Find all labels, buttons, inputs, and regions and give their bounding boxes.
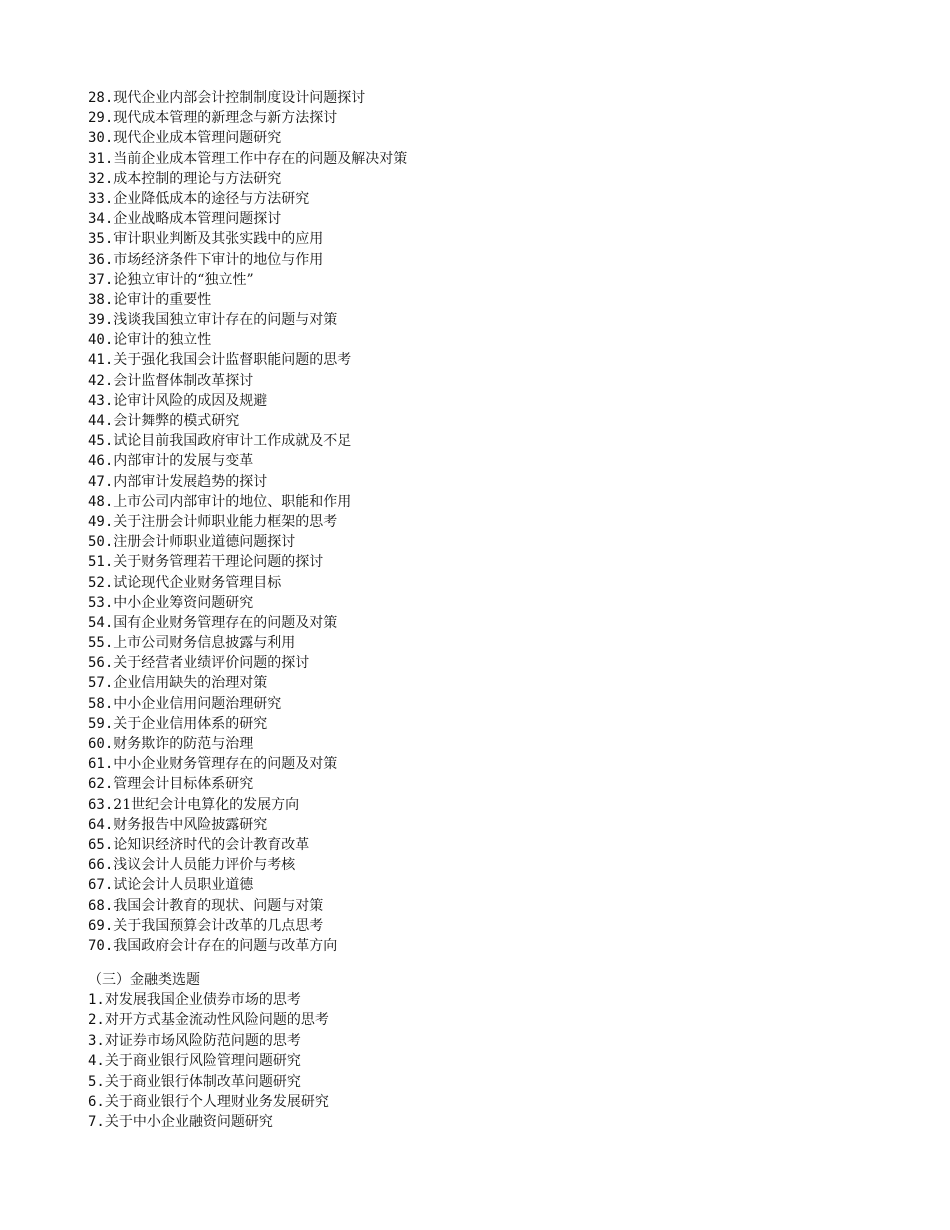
list-item [88, 633, 908, 653]
list-item [88, 673, 908, 693]
item-text: 关于企业信用体系的研究 [113, 715, 268, 732]
item-number: 62. [88, 776, 114, 793]
item-text: 论知识经济时代的会计教育改革 [113, 836, 310, 853]
item-number: 3. [88, 1032, 105, 1049]
list-item [88, 189, 908, 209]
item-number: 47. [88, 473, 114, 490]
list-item [88, 1010, 908, 1030]
list-item [88, 1051, 908, 1071]
item-number: 58. [88, 695, 114, 712]
list-item [88, 1112, 908, 1132]
item-text: 上市公司内部审计的地位、职能和作用 [113, 493, 352, 510]
list-item [88, 875, 908, 895]
item-number: 29. [88, 110, 114, 127]
list-item [88, 1092, 908, 1112]
topic-list-accounting [88, 88, 908, 956]
item-text: 关于商业银行风险管理问题研究 [104, 1053, 301, 1070]
item-text: 中小企业筹资问题研究 [113, 594, 254, 611]
item-number: 44. [88, 413, 114, 429]
item-number: 50. [88, 534, 114, 551]
item-text: 国有企业财务管理存在的问题及对策 [113, 614, 338, 631]
item-text: 论独立审计的“独立性” [113, 271, 254, 288]
item-text: 我国政府会计存在的问题与改革方向 [113, 937, 338, 954]
item-number: 63. [88, 796, 114, 813]
list-item [88, 936, 908, 956]
list-item [88, 653, 908, 673]
item-text: 试论会计人员职业道德 [113, 877, 254, 894]
item-number: 38. [88, 291, 114, 308]
list-item [88, 795, 908, 815]
item-number: 41. [88, 352, 114, 369]
list-item [88, 573, 908, 593]
item-number: 32. [88, 170, 114, 187]
item-text: 21世纪会计电算化的发展方向 [113, 796, 300, 813]
item-number: 56. [88, 655, 114, 672]
item-text: 内部审计发展趋势的探讨 [113, 473, 268, 490]
item-text: 试论目前我国政府审计工作成就及不足 [113, 433, 352, 450]
item-number: 57. [88, 675, 114, 692]
item-text: 现代企业内部会计控制制度设计问题探讨 [113, 90, 366, 106]
list-item [88, 613, 908, 633]
list-item [88, 209, 908, 229]
item-text: 企业信用缺失的治理对策 [113, 675, 268, 692]
list-item [88, 714, 908, 734]
item-text: 对证券市场风险防范问题的思考 [104, 1032, 301, 1049]
item-number: 64. [88, 816, 114, 833]
list-item [88, 472, 908, 492]
item-text: 财务报告中风险披露研究 [113, 816, 268, 833]
item-text: 浅议会计人员能力评价与考核 [113, 857, 296, 874]
list-item [88, 88, 908, 108]
item-number: 34. [88, 211, 114, 228]
list-item [88, 774, 908, 794]
list-item [88, 290, 908, 310]
item-text: 企业降低成本的途径与方法研究 [113, 190, 310, 207]
item-number: 30. [88, 130, 114, 147]
list-item [88, 754, 908, 774]
item-text: 会计监督体制改革探讨 [113, 372, 254, 389]
list-item [88, 250, 908, 270]
item-number: 45. [88, 433, 114, 450]
item-number: 69. [88, 917, 114, 934]
list-item [88, 835, 908, 855]
list-item [88, 149, 908, 169]
item-text: 关于商业银行个人理财业务发展研究 [104, 1094, 329, 1111]
item-number: 61. [88, 756, 114, 773]
list-item [88, 411, 908, 431]
list-item [88, 694, 908, 714]
item-number: 28. [88, 90, 114, 106]
list-item [88, 896, 908, 916]
item-text: 关于注册会计师职业能力框架的思考 [113, 513, 338, 530]
item-text: 对开方式基金流动性风险问题的思考 [104, 1012, 329, 1029]
item-number: 48. [88, 493, 114, 510]
item-text: 内部审计的发展与变革 [113, 453, 254, 470]
item-text: 会计舞弊的模式研究 [113, 413, 240, 429]
list-item [88, 492, 908, 512]
section-spacer [88, 956, 908, 970]
item-text: 浅谈我国独立审计存在的问题与对策 [113, 312, 338, 329]
item-text: 成本控制的理论与方法研究 [113, 170, 282, 187]
list-item [88, 330, 908, 350]
item-text: 上市公司财务信息披露与利用 [113, 635, 296, 652]
item-text: 论审计风险的成因及规避 [113, 392, 268, 409]
list-item [88, 1031, 908, 1051]
item-text: 关于中小企业融资问题研究 [104, 1114, 273, 1131]
item-number: 68. [88, 897, 114, 914]
list-item [88, 169, 908, 189]
item-number: 42. [88, 372, 114, 389]
list-item [88, 593, 908, 613]
list-item [88, 108, 908, 128]
item-number: 43. [88, 392, 114, 409]
list-item [88, 310, 908, 330]
list-item [88, 431, 908, 451]
item-number: 67. [88, 877, 114, 894]
item-text: 审计职业判断及其张实践中的应用 [113, 231, 324, 248]
item-text: 财务欺诈的防范与治理 [113, 736, 254, 752]
list-item [88, 1072, 908, 1092]
item-number: 2. [88, 1012, 105, 1029]
item-number: 60. [88, 736, 114, 752]
item-number: 51. [88, 554, 114, 571]
item-text: 我国会计教育的现状、问题与对策 [113, 897, 324, 914]
item-text: 对发展我国企业债券市场的思考 [104, 992, 301, 1009]
item-number: 70. [88, 937, 114, 954]
list-item [88, 270, 908, 290]
item-text: 中小企业信用问题治理研究 [113, 695, 282, 712]
item-number: 35. [88, 231, 114, 248]
item-number: 6. [88, 1094, 105, 1111]
item-number: 1. [88, 992, 105, 1009]
list-item [88, 916, 908, 936]
item-number: 65. [88, 836, 114, 853]
item-number: 49. [88, 513, 114, 530]
list-item [88, 734, 908, 754]
item-number: 55. [88, 635, 114, 652]
list-item [88, 350, 908, 370]
list-item [88, 229, 908, 249]
list-item [88, 990, 908, 1010]
item-text: 关于经营者业绩评价问题的探讨 [113, 655, 310, 672]
item-number: 39. [88, 312, 114, 329]
item-number: 54. [88, 614, 114, 631]
item-text: 管理会计目标体系研究 [113, 776, 254, 793]
item-number: 37. [88, 271, 114, 288]
item-text: 现代成本管理的新理念与新方法探讨 [113, 110, 338, 127]
item-text: 关于商业银行体制改革问题研究 [104, 1073, 301, 1090]
list-item [88, 512, 908, 532]
item-number: 31. [88, 150, 114, 167]
list-item [88, 371, 908, 391]
item-text: 论审计的重要性 [113, 291, 212, 308]
item-number: 36. [88, 251, 114, 268]
item-text: 中小企业财务管理存在的问题及对策 [113, 756, 338, 773]
item-number: 52. [88, 574, 114, 591]
item-number: 33. [88, 190, 114, 207]
list-item [88, 855, 908, 875]
list-item [88, 128, 908, 148]
document-page [88, 88, 908, 1133]
list-item [88, 815, 908, 835]
item-number: 66. [88, 857, 114, 874]
item-text: 关于我国预算会计改革的几点思考 [113, 917, 324, 934]
item-number: 40. [88, 332, 114, 349]
item-number: 46. [88, 453, 114, 470]
item-text: 关于强化我国会计监督职能问题的思考 [113, 352, 352, 369]
list-item [88, 391, 908, 411]
item-text: 当前企业成本管理工作中存在的问题及解决对策 [113, 150, 408, 167]
item-text: 注册会计师职业道德问题探讨 [113, 534, 296, 551]
list-item [88, 532, 908, 552]
item-number: 7. [88, 1114, 105, 1131]
section-title-finance: （三）金融类选题 [88, 972, 200, 989]
list-item [88, 451, 908, 471]
item-text: 市场经济条件下审计的地位与作用 [113, 251, 324, 268]
item-text: 现代企业成本管理问题研究 [113, 130, 282, 147]
item-text: 企业战略成本管理问题探讨 [113, 211, 282, 228]
item-text: 试论现代企业财务管理目标 [113, 574, 282, 591]
item-text: 论审计的独立性 [113, 332, 212, 349]
item-number: 59. [88, 715, 114, 732]
item-number: 53. [88, 594, 114, 611]
list-item [88, 552, 908, 572]
item-text: 关于财务管理若干理论问题的探讨 [113, 554, 324, 571]
topic-list-finance [88, 990, 908, 1133]
item-number: 5. [88, 1073, 105, 1090]
item-number: 4. [88, 1053, 105, 1070]
